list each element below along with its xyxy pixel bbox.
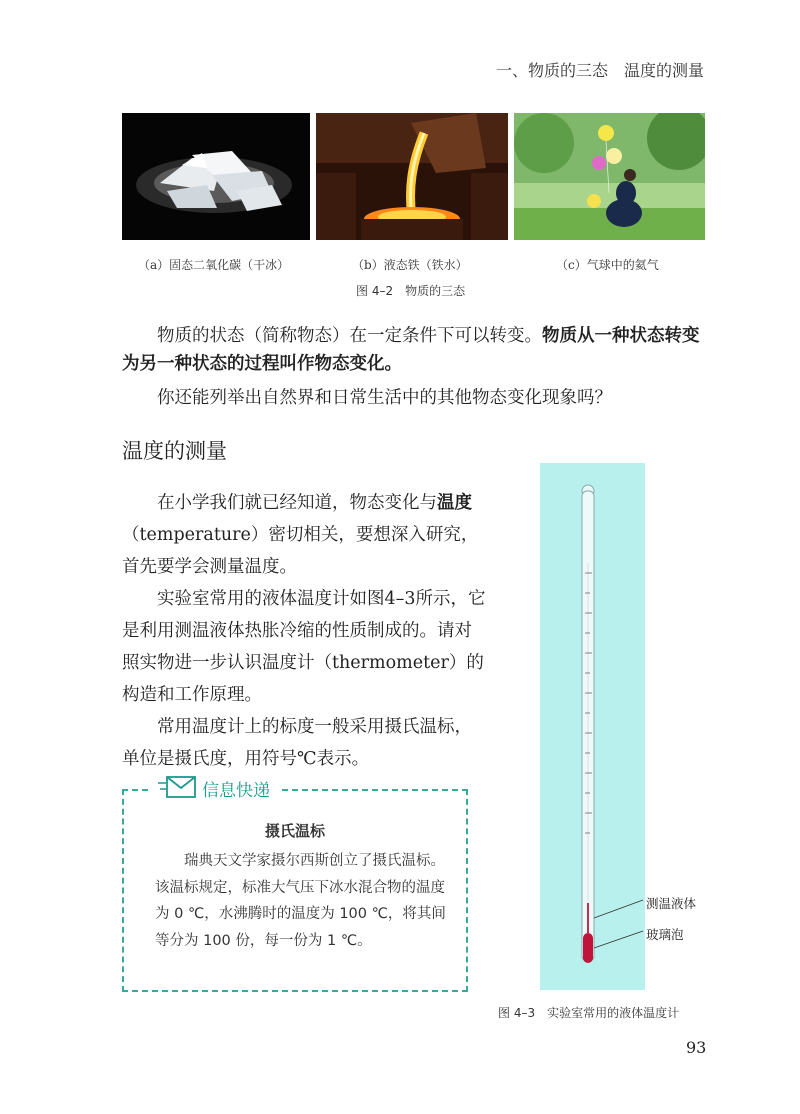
body-p1-a: 在小学我们就已经知道，物态变化与 (157, 493, 437, 513)
caption-a: （a）固态二氧化碳（干冰） (138, 258, 290, 272)
body-p1-b: （temperature）密切相关，要想深入研究，首先要学会测量温度。 (122, 525, 479, 577)
info-box-text: 瑞典天文学家摄尔西斯创立了摄氏温标。该温标规定，标准大气压下冰水混合物的温度为 0 ℃，水沸腾时的温度为 100 ℃，将其间等分为 100 份，每一份为 1 ℃。 (155, 853, 446, 949)
info-box-heading: 摄氏温标 (264, 822, 325, 840)
body-text (122, 487, 487, 775)
figure-4-2-title: 图 4–2 物质的三态 (356, 284, 466, 298)
running-header: 一、物质的三态 温度的测量 (495, 61, 704, 80)
info-box-title (150, 775, 278, 801)
photo-molten-iron (316, 113, 508, 240)
intro-question: 你还能列举出自然界和日常生活中的其他物态变化现象吗？ (157, 388, 612, 408)
photo-dry-ice (122, 113, 310, 240)
caption-c: （c）气球中的氦气 (556, 258, 659, 272)
intro-text: 物质的状态（简称物态）在一定条件下可以转变。 (157, 326, 542, 346)
term-temperature: 温度 (437, 493, 472, 513)
page-number: 93 (686, 1038, 707, 1057)
body-p2: 实验室常用的液体温度计如图4–3所示，它是利用测温液体热胀冷缩的性质制成的。请对照实物进一步认识温度计（thermometer）的构造和工作原理。 (122, 589, 486, 705)
intro-definition: 物质从一种状态转变为另一种状态的过程叫作物态变化。 (122, 326, 700, 374)
caption-b: （b）液态铁（铁水） (352, 258, 468, 272)
label-liquid: 测温液体 (646, 896, 697, 911)
envelope-icon (158, 775, 198, 801)
info-box-label: 信息快递 (202, 780, 270, 801)
figure-4-3-title: 图 4–3 实验室常用的液体温度计 (498, 1006, 680, 1020)
photo-helium-balloons (514, 113, 705, 240)
info-box-body (155, 848, 447, 954)
section-title: 温度的测量 (122, 439, 227, 463)
intro-paragraph (122, 322, 712, 412)
thermometer-drawing (540, 463, 645, 990)
label-bulb: 玻璃泡 (646, 927, 684, 942)
body-p3: 常用温度计上的标度一般采用摄氏温标，单位是摄氏度，用符号℃表示。 (122, 717, 472, 769)
